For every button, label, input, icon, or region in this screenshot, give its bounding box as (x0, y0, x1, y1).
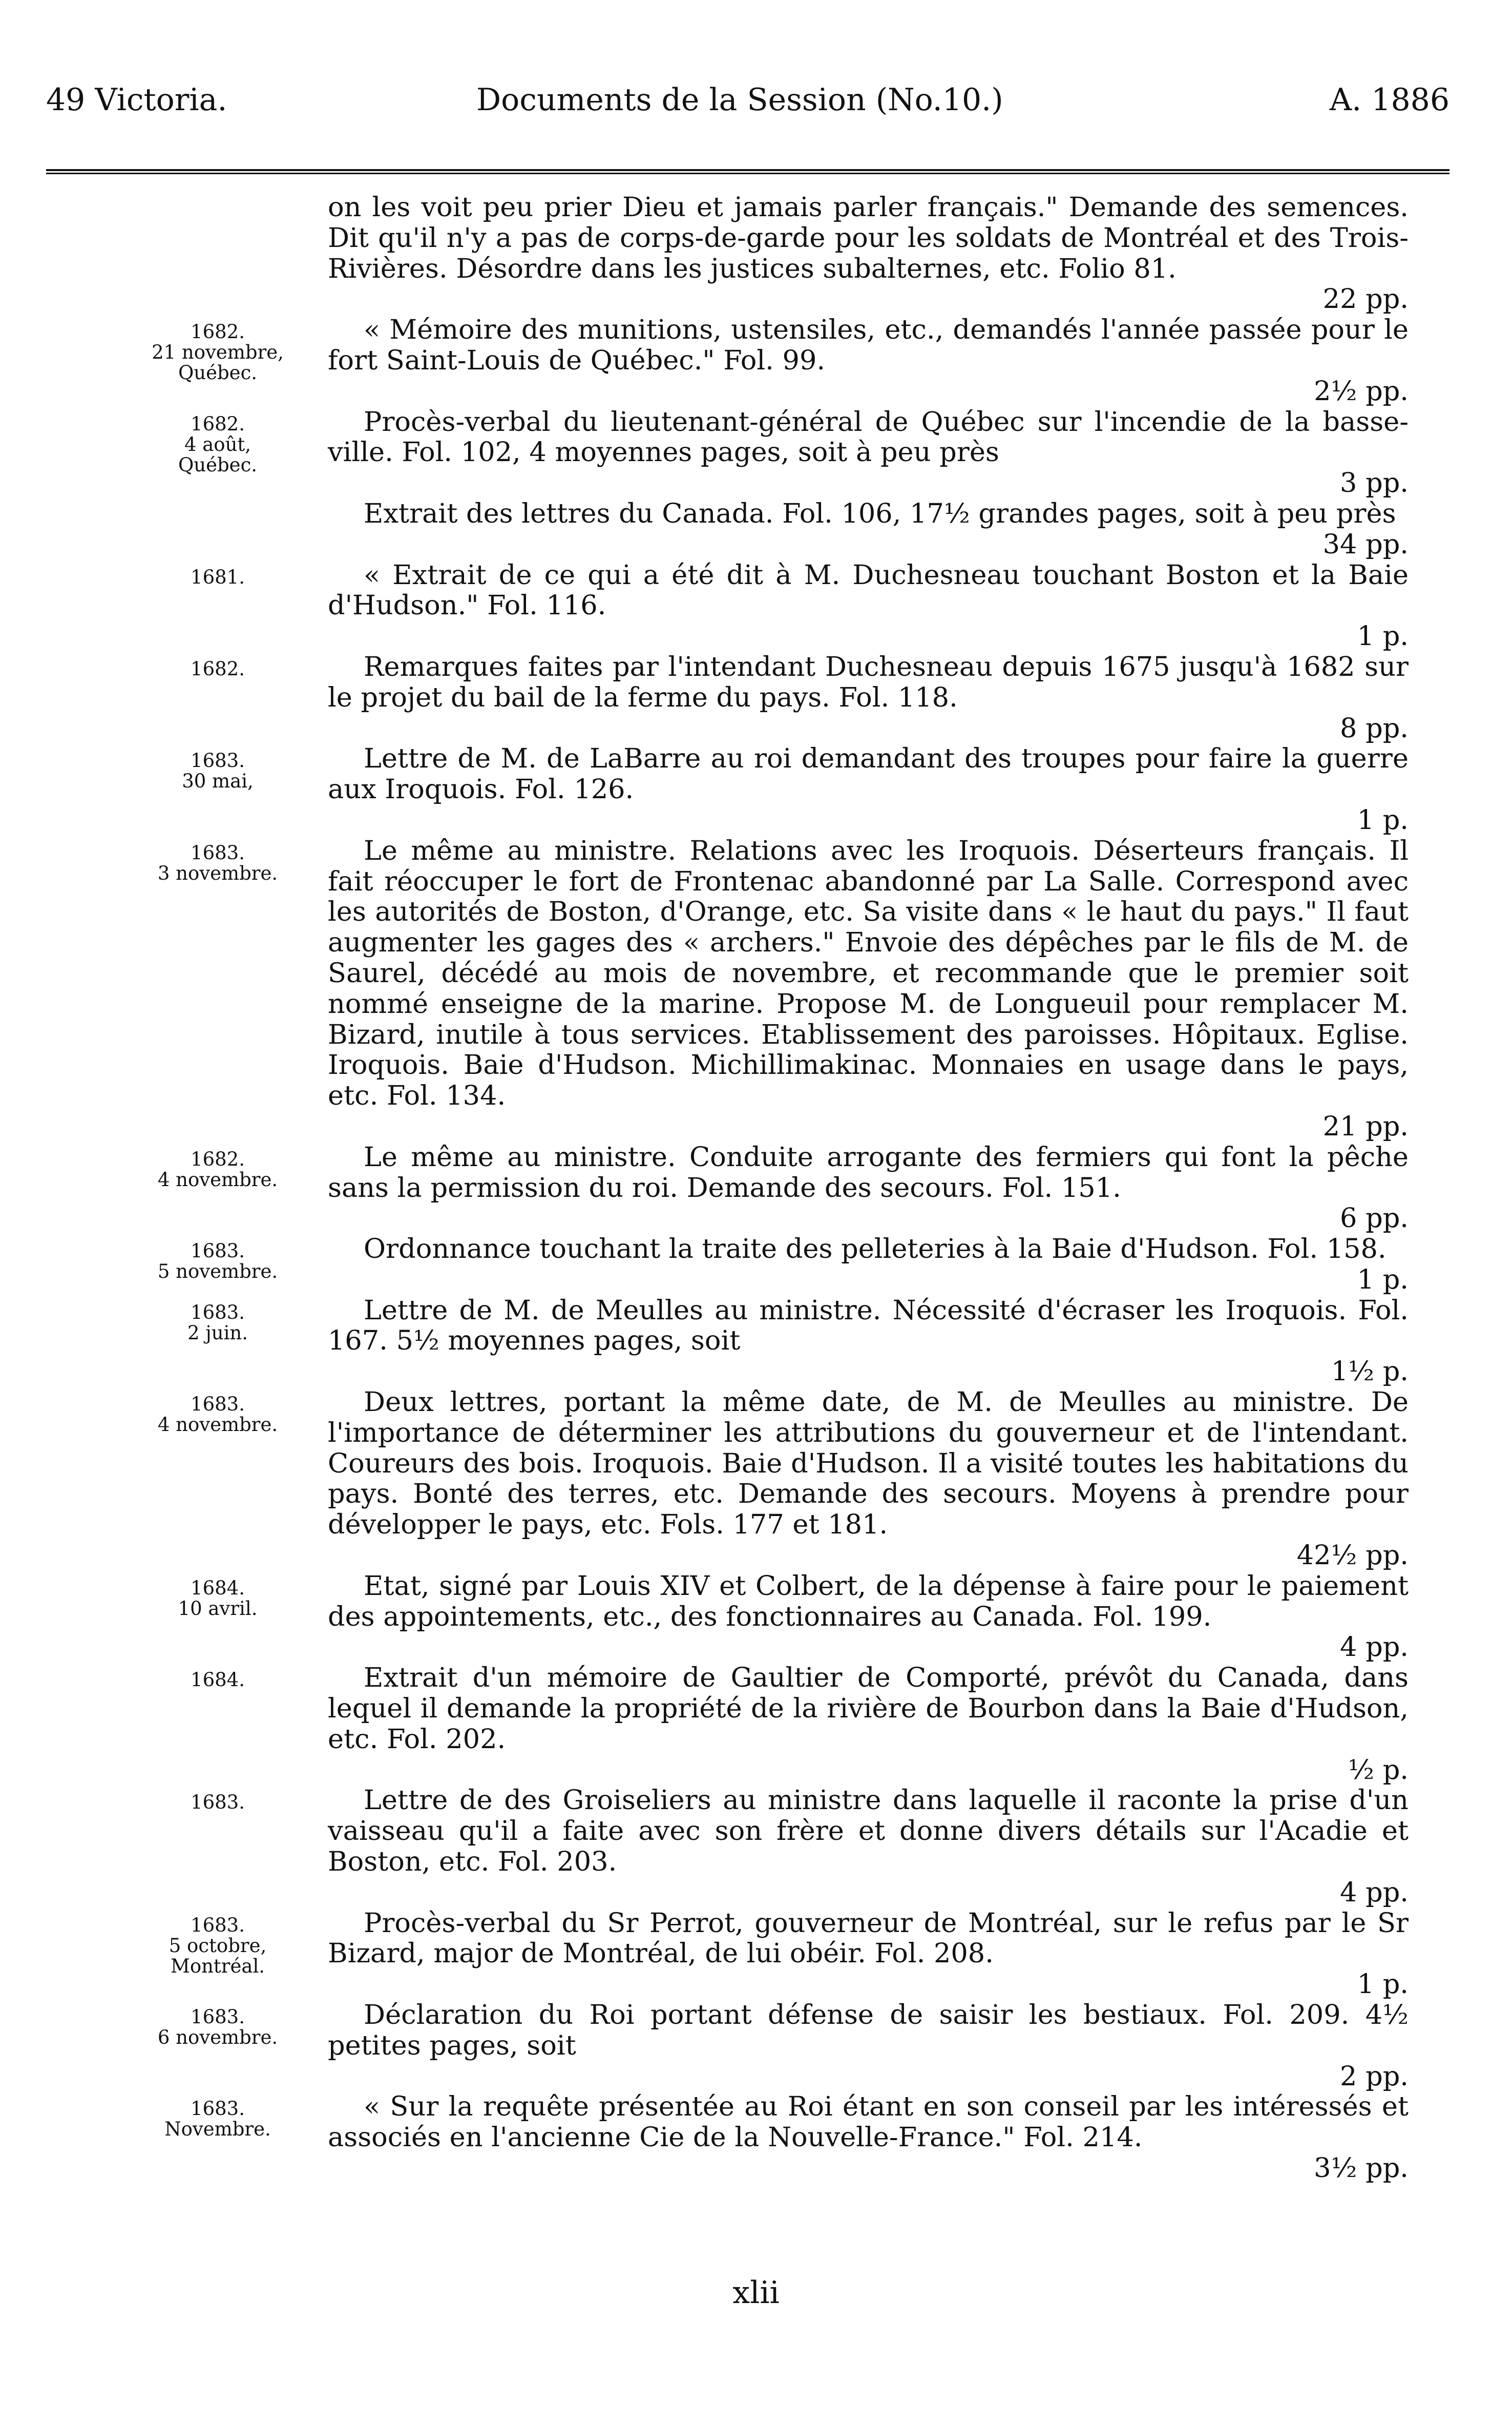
entry-text (328, 560, 1409, 652)
margin-date-line: Montréal. (170, 1955, 265, 1977)
entry-tail (328, 1540, 1409, 1571)
page-count: 3½ pp. (1314, 2152, 1409, 2184)
page-count: ½ p. (1348, 1754, 1409, 1786)
entry-description: Etat, signé par Louis XIV et Colbert, de la dépense à faire pour le paiement des appointements, etc., des fonctionnaires au Canada. Fol. 199. (328, 1570, 1409, 1632)
margin-date (108, 2000, 328, 2048)
catalog-entry (108, 560, 1419, 652)
catalog-entry (108, 836, 1419, 1142)
margin-date (108, 1571, 328, 1619)
margin-date (108, 1295, 328, 1343)
page-count: 2½ pp. (1314, 375, 1409, 407)
page-count: 42½ pp. (1296, 1540, 1409, 1571)
entry-text (328, 743, 1409, 835)
catalog-entry (108, 1295, 1419, 1387)
catalog-entry (108, 1571, 1419, 1663)
margin-date-line: 21 novembre, (152, 341, 284, 364)
entry-tail (328, 376, 1409, 407)
margin-date-line: 1683. (191, 750, 245, 772)
catalog-entry (108, 1663, 1419, 1785)
page-count: 22 pp. (1322, 283, 1409, 315)
catalog-entry (108, 1234, 1419, 1295)
margin-date (108, 1387, 328, 1435)
header-regnal-year: 49 Victoria. (46, 82, 227, 118)
entry-text (328, 1234, 1409, 1295)
margin-date (108, 1785, 328, 1813)
margin-date-line: 1683. (191, 2098, 245, 2120)
margin-date (108, 407, 328, 475)
page-count: 1½ p. (1331, 1356, 1409, 1387)
entry-text (328, 836, 1409, 1142)
entry-description: Deux lettres, portant la même date, de M. de Meulles au ministre. De l'importance de déterminer les attributions du gouverneur et de l'intendant. Coureurs des bois. Iroquois. Baie d'Hudson. Il a visité toutes les habitations du pays. Bonté des terres, etc. Demande des secours. Moyens à prendre pour développer le pays, etc. Fols. 177 et 181. (328, 1386, 1409, 1541)
entry-description: Lettre de M. de Meulles au ministre. Nécessité d'écraser les Iroquois. Fol. 167. 5½ moyennes pages, soit (328, 1294, 1409, 1357)
entry-description: Déclaration du Roi portant défense de saisir les bestiaux. Fol. 209. 4½ petites pages, soit (328, 1999, 1409, 2061)
margin-date-line: 2 juin. (187, 1321, 248, 1344)
header-title: Documents de la Session (No.10.) (476, 82, 1003, 118)
entry-description: Ordonnance touchant la traite des pelleteries à la Baie d'Hudson. Fol. 158. (364, 1233, 1387, 1265)
entry-description: Remarques faites par l'intendant Duchesneau depuis 1675 jusqu'à 1682 sur le projet du bail de la ferme du pays. Fol. 118. (328, 651, 1409, 713)
entry-text (328, 315, 1409, 406)
entry-tail (328, 1111, 1409, 1142)
margin-date-line: 1683. (191, 1301, 245, 1323)
entry-tail (328, 1356, 1409, 1387)
header-year: A. 1886 (1329, 82, 1450, 118)
entry-tail (328, 621, 1409, 652)
margin-date (108, 315, 328, 383)
entry-text (328, 2000, 1409, 2091)
margin-date (108, 1908, 328, 1977)
catalog-entry (108, 652, 1419, 743)
continued-entry (108, 192, 1419, 315)
entry-tail (328, 805, 1409, 836)
entry-description: « Mémoire des munitions, ustensiles, etc., demandés l'année passée pour le fort Saint-Louis de Québec." Fol. 99. (328, 314, 1409, 376)
page-count: 8 pp. (1340, 712, 1409, 744)
page-count: 1 p. (1357, 1263, 1409, 1295)
entry-tail (328, 468, 1409, 499)
entry-text (328, 652, 1409, 743)
page-count: 1 p. (1357, 804, 1409, 836)
catalog-entry (108, 2000, 1419, 2091)
margin-date-line: 30 mai, (182, 770, 254, 793)
catalog-entry (108, 1387, 1419, 1571)
margin-date-line: 4 août, (184, 433, 251, 455)
catalog-entry (108, 1785, 1419, 1907)
entry-description: on les voit peu prier Dieu et jamais parler français." Demande des semences. Dit qu'il n'y a pas de corps-de-garde pour les soldats de Montréal et des Trois-Rivières. Désordre dans les justices subalternes, etc. Folio 81. (328, 192, 1409, 284)
entry-description: Procès-verbal du Sr Perrot, gouverneur de Montréal, sur le refus par le Sr Bizard, major de Montréal, de lui obéir. Fol. 208. (328, 1907, 1409, 1969)
entry-text (328, 1785, 1409, 1907)
entry-tail (328, 2061, 1409, 2092)
entry-description: « Sur la requête présentée au Roi étant en son conseil par les intéressés et associés en l'ancienne Cie de la Nouvelle-France." Fol. 214. (328, 2091, 1409, 2153)
margin-date-line: 1682. (191, 412, 245, 435)
margin-date-line: 1684. (191, 1577, 245, 1599)
page-count: 4 pp. (1340, 1876, 1409, 1908)
document-body (108, 192, 1419, 2184)
entry-description: Le même au ministre. Conduite arrogante des fermiers qui font la pêche sans la permission du roi. Demande des secours. Fol. 151. (328, 1141, 1409, 1204)
page-count: 2 pp. (1340, 2060, 1409, 2092)
page-count: 1 p. (1357, 1968, 1409, 2000)
margin-date (108, 560, 328, 588)
margin-date-line: 1683. (191, 1393, 245, 1416)
margin-date-line: 1683. (191, 841, 245, 864)
catalog-entry (108, 315, 1419, 406)
catalog-entry (108, 2091, 1419, 2183)
margin-date-line: 1682. (191, 1148, 245, 1170)
margin-date-line: 4 novembre. (157, 1168, 278, 1191)
entry-tail (328, 1755, 1409, 1786)
entry-text (328, 1295, 1409, 1387)
page-count: 6 pp. (1340, 1202, 1409, 1234)
entry-tail (328, 1877, 1409, 1908)
entry-tail (328, 713, 1409, 744)
margin-date (108, 1142, 328, 1190)
running-header (46, 0, 1450, 128)
entry-tail (328, 1969, 1409, 2000)
page-count: 21 pp. (1322, 1110, 1409, 1142)
entry-tail (328, 1264, 1409, 1295)
catalog-entry (108, 1908, 1419, 2000)
page-count: 3 pp. (1340, 467, 1409, 499)
catalog-entry (108, 743, 1419, 835)
entry-description: Lettre de M. de LaBarre au roi demandant des troupes pour faire la guerre aux Iroquois. Fol. 126. (328, 743, 1409, 805)
margin-date-line: 1683. (191, 1914, 245, 1936)
entry-text (328, 2091, 1409, 2183)
margin-date (108, 1663, 328, 1690)
entry-description: Extrait d'un mémoire de Gaultier de Comporté, prévôt du Canada, dans lequel il demande la propriété de la rivière de Bourbon dans la Baie d'Hudson, etc. Fol. 202. (328, 1662, 1409, 1755)
margin-date-line: 1681. (191, 566, 245, 588)
entry-description: « Extrait de ce qui a été dit à M. Duchesneau touchant Boston et la Baie d'Hudson." Fol. 116. (328, 559, 1409, 621)
margin-date (108, 2091, 328, 2140)
margin-date-line: 4 novembre. (157, 1414, 278, 1436)
entry-description: Le même au ministre. Relations avec les Iroquois. Déserteurs français. Il fait réoccuper le fort de Frontenac abandonné par La Salle. Correspond avec les autorités de Boston, d'Orange, etc. Sa visite dans « le haut du pays." Il faut augmenter les gages des « archers." Envoie des dépêches par le fils de M. de Saurel, décédé au mois de novembre, et recommande que le premier soit nommé enseigne de la marine. Propose M. de Longueuil pour remplacer M. Bizard, inutile à tous services. Etablissement des paroisses. Hôpitaux. Eglise. Iroquois. Baie d'Hudson. Michillimakinac. Monnaies en usage dans le pays, etc. Fol. 134. (328, 835, 1409, 1112)
catalog-entry (108, 1142, 1419, 1234)
margin-date-line: 10 avril. (178, 1597, 258, 1620)
page-count: 34 pp. (1322, 528, 1409, 560)
entry-text (328, 1142, 1409, 1234)
margin-date-line: Québec. (178, 362, 258, 384)
entry-tail (328, 2153, 1409, 2184)
margin-date-line: 1682. (191, 321, 245, 343)
entry-tail (328, 284, 1409, 315)
margin-date-line: 3 novembre. (157, 862, 278, 884)
entry-tail (328, 1203, 1409, 1234)
margin-note (108, 192, 328, 199)
catalog-entry (108, 407, 1419, 560)
header-rule (46, 169, 1450, 174)
entry-description: Lettre de des Groiseliers au ministre dans laquelle il raconte la prise d'un vaisseau qu'il a faite avec son frère et donne divers détails sur l'Acadie et Boston, etc. Fol. 203. (328, 1785, 1409, 1878)
margin-date-line: 6 novembre. (157, 2026, 278, 2049)
margin-date-line: 5 octobre, (169, 1934, 267, 1957)
margin-date-line: 1683. (191, 1791, 245, 1814)
entry-description: Procès-verbal du lieutenant-général de Québec sur l'incendie de la basse-ville. Fol. 102, 4 moyennes pages, soit à peu près (328, 406, 1409, 468)
margin-date-line: Novembre. (164, 2118, 271, 2141)
margin-date-line: 1684. (191, 1669, 245, 1691)
page-count: 1 p. (1357, 620, 1409, 652)
entry-text (328, 1663, 1409, 1785)
entry-description: Extrait des lettres du Canada. Fol. 106, 17½ grandes pages, soit à peu près (364, 497, 1396, 529)
page-count: 4 pp. (1340, 1631, 1409, 1663)
entry-text (328, 1387, 1409, 1571)
margin-date (108, 652, 328, 679)
page-number: xlii (732, 2275, 780, 2311)
entry-text (328, 407, 1409, 560)
margin-date (108, 836, 328, 884)
entry-text (328, 192, 1409, 315)
margin-date (108, 743, 328, 792)
entry-tail (328, 1632, 1409, 1663)
margin-date-line: 1683. (191, 1240, 245, 1262)
entry-text (328, 1908, 1409, 2000)
margin-date-line: Québec. (178, 453, 258, 476)
entry-text (328, 1571, 1409, 1663)
margin-date-line: 1682. (191, 657, 245, 680)
entry-tail (328, 529, 1409, 560)
margin-date-line: 1683. (191, 2006, 245, 2028)
margin-date (108, 1234, 328, 1282)
margin-date-line: 5 novembre. (157, 1260, 278, 1283)
